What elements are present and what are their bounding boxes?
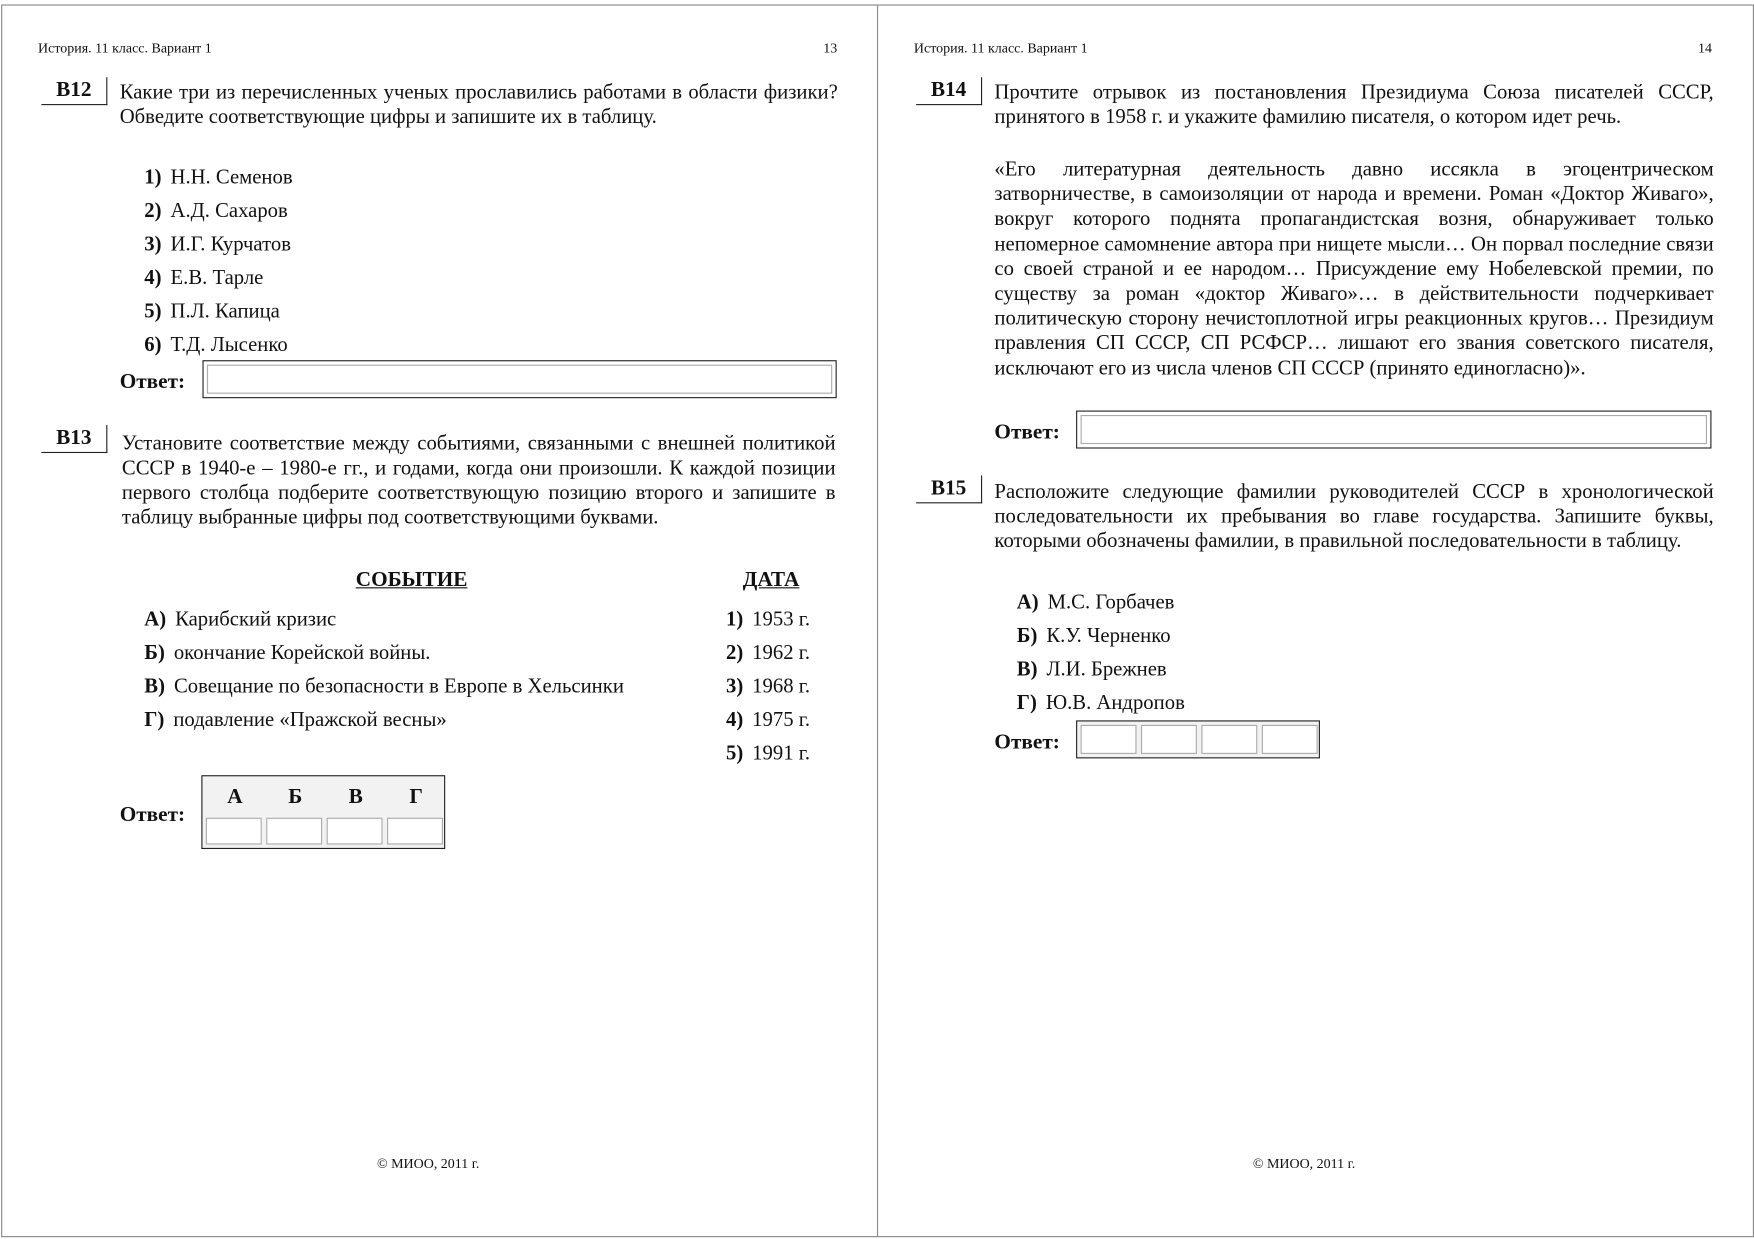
answer-cell[interactable] — [1262, 725, 1318, 754]
item-number: В) — [1016, 658, 1038, 682]
item-number: 5) — [725, 742, 744, 766]
item-number: 4) — [144, 267, 162, 290]
question-text-b12: Какие три из перечисленных ученых прославились работами в области физики? Обведите соответствующие цифры и запишите их в таблицу. — [119, 81, 838, 129]
page-number: 13 — [823, 40, 838, 56]
event-item — [144, 641, 430, 666]
item-text: 1968 г. — [752, 675, 811, 699]
answer-column-header: В — [348, 785, 363, 809]
option-item — [1017, 691, 1185, 716]
date-item — [726, 675, 810, 700]
column-header-date: ДАТА — [742, 568, 800, 592]
item-number: А) — [1016, 591, 1039, 615]
answer-cell[interactable] — [1081, 725, 1137, 754]
item-number: А) — [144, 608, 167, 631]
answer-cell[interactable] — [387, 818, 443, 845]
item-text: Т.Д. Лысенко — [170, 334, 288, 357]
item-text: П.Л. Капица — [170, 300, 280, 324]
date-item — [726, 607, 810, 632]
option-item — [144, 233, 291, 258]
answer-label: Ответ: — [119, 803, 186, 827]
answer-column-header: Б — [288, 785, 303, 809]
column-header-event: СОБЫТИЕ — [355, 568, 468, 592]
answer-label: Ответ: — [119, 370, 186, 394]
question-text-b14: Прочтите отрывок из постановления Президиума Союза писателей СССР, принятого в 1958 г. и укажите фамилию писателя, о котором идет речь. — [994, 81, 1714, 129]
item-number: 2) — [725, 642, 744, 665]
page-14 — [877, 4, 1754, 1237]
date-item — [726, 708, 810, 733]
page-13 — [1, 4, 878, 1237]
item-number: В) — [144, 675, 165, 699]
date-item — [726, 641, 810, 666]
event-item — [144, 708, 446, 733]
page-number: 14 — [1698, 40, 1713, 56]
item-number: 4) — [725, 709, 744, 732]
option-item — [144, 333, 287, 358]
item-number: Г) — [144, 709, 165, 732]
item-number: 1) — [144, 166, 162, 190]
item-number: 5) — [144, 300, 162, 324]
option-item — [1017, 591, 1175, 616]
answer-cell[interactable] — [206, 818, 262, 845]
item-text: 1953 г. — [752, 608, 811, 631]
item-text: 1991 г. — [752, 742, 811, 766]
event-item — [144, 607, 336, 632]
footer-copyright: © МИОО, 2011 г. — [1252, 1155, 1356, 1172]
item-text: Совещание по безопасности в Европе в Хельсинки — [173, 675, 624, 699]
item-text: М.С. Горбачев — [1047, 591, 1175, 615]
running-header: История. 11 класс. Вариант 1 — [38, 40, 212, 56]
item-number: Б) — [144, 642, 165, 665]
question-label-b15: B15 — [916, 475, 982, 503]
item-text: 1962 г. — [752, 642, 811, 665]
item-text: И.Г. Курчатов — [170, 233, 291, 257]
item-number: 3) — [725, 675, 744, 699]
answer-field-b14[interactable] — [1076, 411, 1711, 449]
answer-field-b12[interactable] — [202, 360, 836, 398]
item-number: Б) — [1016, 625, 1038, 648]
question-label-b13: B13 — [41, 425, 107, 453]
item-text: А.Д. Сахаров — [170, 200, 288, 223]
item-number: 6) — [144, 334, 162, 357]
question-label-b14: B14 — [916, 77, 982, 105]
option-item — [144, 300, 280, 325]
item-number: 3) — [144, 233, 162, 257]
item-number: 1) — [725, 608, 744, 631]
option-item — [144, 199, 287, 224]
item-text: окончание Корейской войны. — [173, 642, 431, 665]
date-item — [726, 742, 810, 767]
option-item — [1017, 624, 1171, 649]
option-item — [1017, 658, 1167, 683]
footer-copyright: © МИОО, 2011 г. — [376, 1155, 480, 1172]
item-text: подавление «Пражской весны» — [173, 709, 447, 732]
running-header: История. 11 класс. Вариант 1 — [913, 40, 1088, 56]
answer-cell[interactable] — [1201, 725, 1257, 754]
quote-text-b14: «Его литературная деятельность давно иссякла в эгоцентрическом затворничестве, в самоизоляции от народа и времени. Роман «Доктор Живаго», вокруг которого поднята пропагандистская возня, обнаруживает только непомерное самомнение автора при нищете мысли… Он порвал последние связи со своей страной и ее народом… Присуждение ему Нобелевской премии, по существу за роман «доктор Живаго»… в действительности подчеркивает политическую сторону нечистоплотной игры реакционных кругов… Президиум правления СП СССР, СП РСФСР… лишают его звания советского писателя, исключают его из числа членов СП СССР (принято единогласно)». — [994, 158, 1714, 380]
answer-column-header: Г — [409, 785, 423, 809]
item-text: Ю.В. Андропов — [1045, 692, 1185, 715]
answer-column-header: А — [227, 785, 243, 809]
option-item — [144, 266, 263, 291]
item-text: К.У. Черненко — [1046, 625, 1171, 648]
item-number: Г) — [1016, 692, 1037, 715]
item-text: Н.Н. Семенов — [170, 166, 293, 190]
answer-cell[interactable] — [266, 818, 322, 845]
question-text-b13: Установите соответствие между событиями, связанными с внешней политикой СССР в 1940-е – 1980-е гг., и годами, когда они произошли. К каждой позиции первого столбца подберите соответствующую позицию второго и запишите в таблицу выбранные цифры под соответствующими буквами. — [121, 432, 836, 530]
option-item — [144, 166, 292, 191]
answer-cell[interactable] — [1141, 725, 1197, 754]
item-text: Е.В. Тарле — [170, 267, 264, 290]
item-text: 1975 г. — [752, 709, 811, 732]
event-item — [144, 675, 624, 700]
item-text: Л.И. Брежнев — [1046, 658, 1167, 682]
answer-label: Ответ: — [994, 730, 1060, 754]
item-number: 2) — [144, 200, 162, 223]
answer-label: Ответ: — [994, 420, 1060, 445]
question-text-b15: Расположите следующие фамилии руководителей СССР в хронологической последовательности их пребывания во главе государства. Запишите буквы, которыми обозначены фамилии, в правильной последовательности в таблицу. — [994, 480, 1714, 553]
answer-cell[interactable] — [327, 818, 383, 845]
question-label-b12: B12 — [41, 77, 107, 105]
item-text: Карибский кризис — [175, 608, 337, 631]
